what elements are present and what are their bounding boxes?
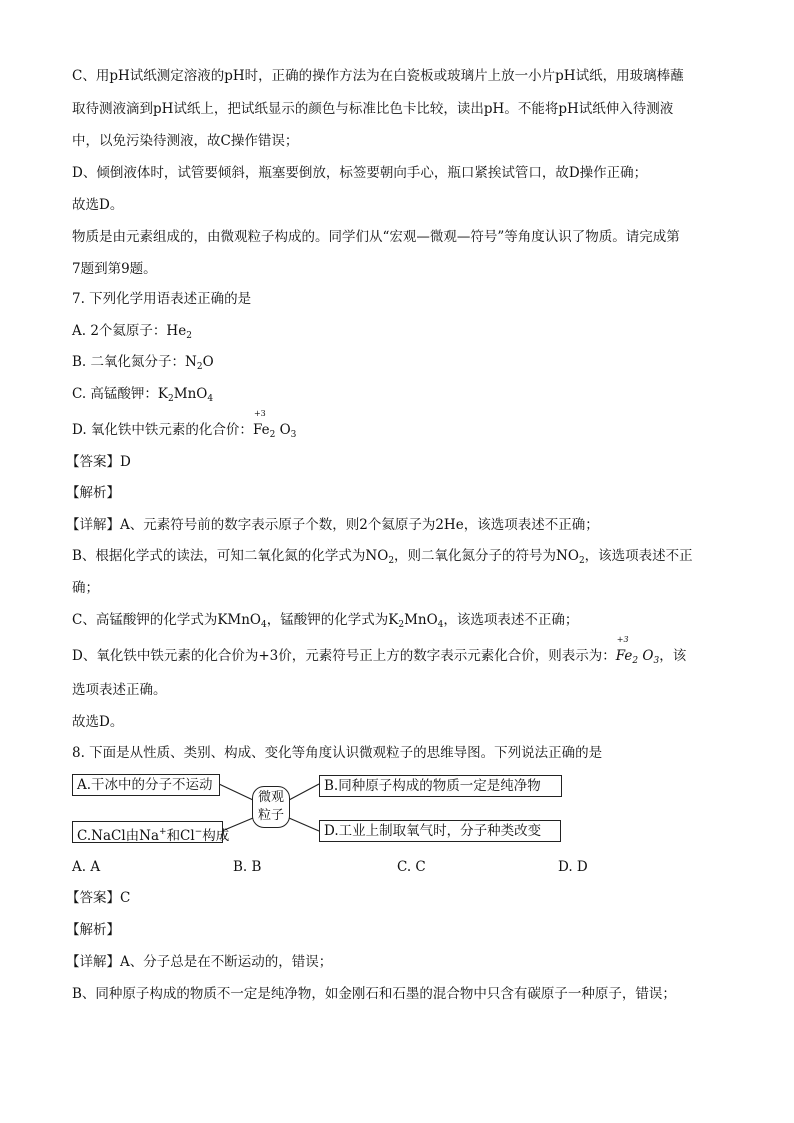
q8-answer: 【答案】C <box>66 890 131 906</box>
q7-option-c: C. 高锰酸钾：$K_2MnO_4$ <box>72 386 214 404</box>
q8-analysis-tag: 【解析】 <box>66 922 120 938</box>
q8-option-c: C. C <box>397 859 426 875</box>
q8-option-a: A. A <box>72 859 101 875</box>
mind-map-center: 微观 粒子 <box>252 786 290 828</box>
mind-map-box-b: B.同种原子构成的物质一定是纯净物 <box>319 775 562 797</box>
q7-detail-d1: D、氧化铁中铁元素的化合价为+3价，元素符号正上方的数字表示元素化合价，则表示为： +3 $Fe_2$ $O_3$，该 <box>72 646 686 671</box>
q8-stem: 8. 下面是从性质、类别、构成、变化等角度认识微观粒子的思维导图。下列说法正确的是 <box>72 745 603 761</box>
q8-option-d: D. D <box>558 859 588 875</box>
intro-line1: 物质是由元素组成的，由微观粒子构成的。同学们从“宏观—微观—符号”等角度认识了物质。请完成第 <box>72 229 680 245</box>
intro-line2: 7题到第9题。 <box>72 261 157 277</box>
q7-detail-b1: B、根据化学式的读法，可知二氧化氮的化学式为$NO_2$，则二氧化氮分子的符号为$NO_2$，该选项表述不正 <box>72 548 693 566</box>
q7-detail-d2: 选项表述正确。 <box>72 682 167 698</box>
q7-answer: 【答案】D <box>66 454 131 470</box>
q8-detail-b: B、同种原子构成的物质不一定是纯净物，如金刚石和石墨的混合物中只含有碳原子一种原子，错误； <box>72 986 676 1002</box>
mind-map-box-a: A.干冰中的分子不运动 <box>72 774 220 796</box>
q7-detail-b2: 确； <box>72 580 99 596</box>
prev-c-line1: C、用pH试纸测定溶液的pH时，正确的操作方法为在白瓷板或玻璃片上放一小片pH试纸，用玻璃棒蘸 <box>72 68 684 84</box>
prev-c-line3: 中，以免污染待测液，故C操作错误； <box>72 133 299 149</box>
q8-detail-a: 【详解】A、分子总是在不断运动的，错误； <box>66 954 333 970</box>
q7-conclusion: 故选D。 <box>72 714 124 730</box>
q8-option-b: B. B <box>233 859 262 875</box>
q7-option-a: A. 2个氦原子：$He_2$ <box>72 323 192 341</box>
valence-formula: +3 $Fe_2$ $O_3$ <box>252 409 297 440</box>
q7-option-b: B. 二氧化氮分子：$N_2O$ <box>72 354 214 372</box>
prev-c-line2: 取待测液滴到pH试纸上，把试纸显示的颜色与标准比色卡比较，读出pH。不能将pH试纸伸入待测液 <box>72 101 674 117</box>
q7-detail-a: 【详解】A、元素符号前的数字表示原子个数，则2个氦原子为2He，该选项表述不正确； <box>66 517 599 533</box>
mind-map-box-d: D.工业上制取氧气时，分子种类改变 <box>319 820 561 842</box>
q7-stem: 7. 下列化学用语表述正确的是 <box>72 291 252 307</box>
q7-analysis-tag: 【解析】 <box>66 485 120 501</box>
q7-option-d: D. 氧化铁中铁元素的化合价： +3 $Fe_2$ $O_3$ <box>72 420 296 445</box>
q7-detail-c: C、高锰酸钾的化学式为KMnO$_4$，锰酸钾的化学式为$K_2MnO_4$，该选项表述不正确； <box>72 612 579 630</box>
mind-map-box-c: C.NaCl由Na+和Cl−构成 <box>72 821 223 843</box>
valence-formula-detail: +3 $Fe_2$ $O_3$ <box>615 635 660 666</box>
prev-d-line: D、倾倒液体时，试管要倾斜，瓶塞要倒放，标签要朝向手心，瓶口紧挨试管口，故D操作正确； <box>72 165 648 181</box>
prev-conclusion: 故选D。 <box>72 197 124 213</box>
